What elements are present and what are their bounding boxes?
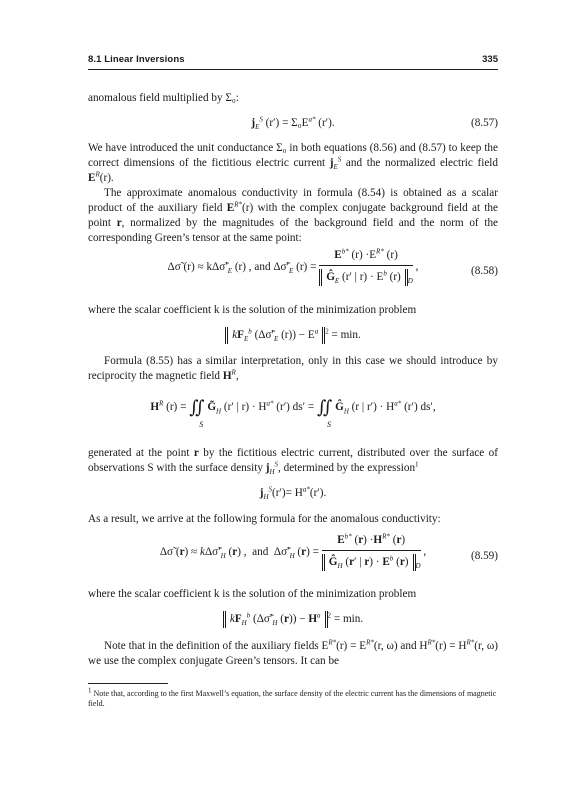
paragraph-unit-conductance: We have introduced the unit conductance Σ₀ in both equations (8.56) and (8.57) to keep the correct dimensions of the fictitious electric current $j_E^S$ and the normalized electric field $E^R(r)$. [88,142,498,184]
page-number: 335 [482,54,498,65]
equation-8-59: Δσ̃ $(r) \approx k\Delta\sigmã'_H$ (r) , and $\Delta\sigmã'_H$ (r) = $\frac{E^{b*} (r) \cdot H^{R*} (r)}{Ĝ_H (r' | r) \cdot E^b (r) _D}$ , (8.59) [159,532,498,571]
equation-magnetic-field: $H^R$ (r) = ∬ S $G̃_H$ (r′ | $r) \cdot H^{a*}$ (r′) ds′ = ∬ S $Ĝ_H$ (r | $r') \cdot H^{a*}$ (r′) ds′, [150,397,436,429]
equation-8-58: Δσ̃ $(r) \approx k\Delta\sigmã'_E$ (r) , and $\Delta\sigmã'_E$ (r) = $\frac{E^{b*} (r) \cdot E^{R*} (r)}{Ĝ_E (r' | r) \cdot E^b (r) _D}$ , (8.58) [167,247,498,286]
section-title: 8.1 Linear Inversions [88,54,185,65]
paragraph-intro: anomalous field multiplied by Σ₀: [88,92,239,104]
paragraph-minimization-2: where the scalar coefficient k is the solution of the minimization problem [88,588,417,600]
running-header [88,51,498,70]
paragraph-approximate-conductivity: The approximate anomalous conductivity in formula (8.54) is obtained as a scalar product of the auxiliary field $E^{R*}(r)$ with the complex conjugate background field at the point r, normalized by the magnitudes of the background field and the norm of the corresponding Green’s tensor at the same point: [88,187,499,244]
paragraph-fictitious-current: generated at the point r by the fictitious electric current, distributed over the surface of observations S with the surface density $j_H^S$, determined by the expression$^1$ [88,447,499,477]
paragraph-result: As a result, we arrive at the following formula for the anomalous conductivity: [88,513,441,525]
paragraph-minimization: where the scalar coefficient k is the solution of the minimization problem [88,304,417,316]
minimization-equation-2: $kF_H^b$ ($\Delta\sigmã'_H$ $(r)) - H^a$ $^2$ = min. [88,611,498,629]
equation-number: (8.59) [470,550,498,562]
equation-number: (8.57) [470,117,498,129]
footnote: $^1$ Note that, according to the first Maxwell’s equation, the surface density of the electric current has the dimensions of magnetic field. [88,686,497,708]
equation-surface-density: $j_H^S(r')= H^{a*}(r')$. [259,485,327,502]
equation-number: (8.58) [470,265,498,277]
footnote-rule [88,683,168,684]
paragraph-note-conjugate: Note that in the definition of the auxiliary fields $E^{R*}(r) = E^{R*}(r$, ω) and $H^{R*}(r) = H^{R*}(r$, ω) we use the complex conjugate Green’s tensors. It can be [88,638,498,667]
equation-8-57: $j_E^S$ $(r') = \Sigma_0E^{a*}$ (r′). (8.57) [251,115,498,132]
paragraph-reciprocity: Formula (8.55) has a similar interpretation, only in this case we should introduce by reciprocity the magnetic field $H^R$, [88,355,498,382]
minimization-equation-1: $kF_E^b$ ($\Delta\sigmã'_E$ $(r)) - E^a$ $^2$ = min. [88,327,498,345]
